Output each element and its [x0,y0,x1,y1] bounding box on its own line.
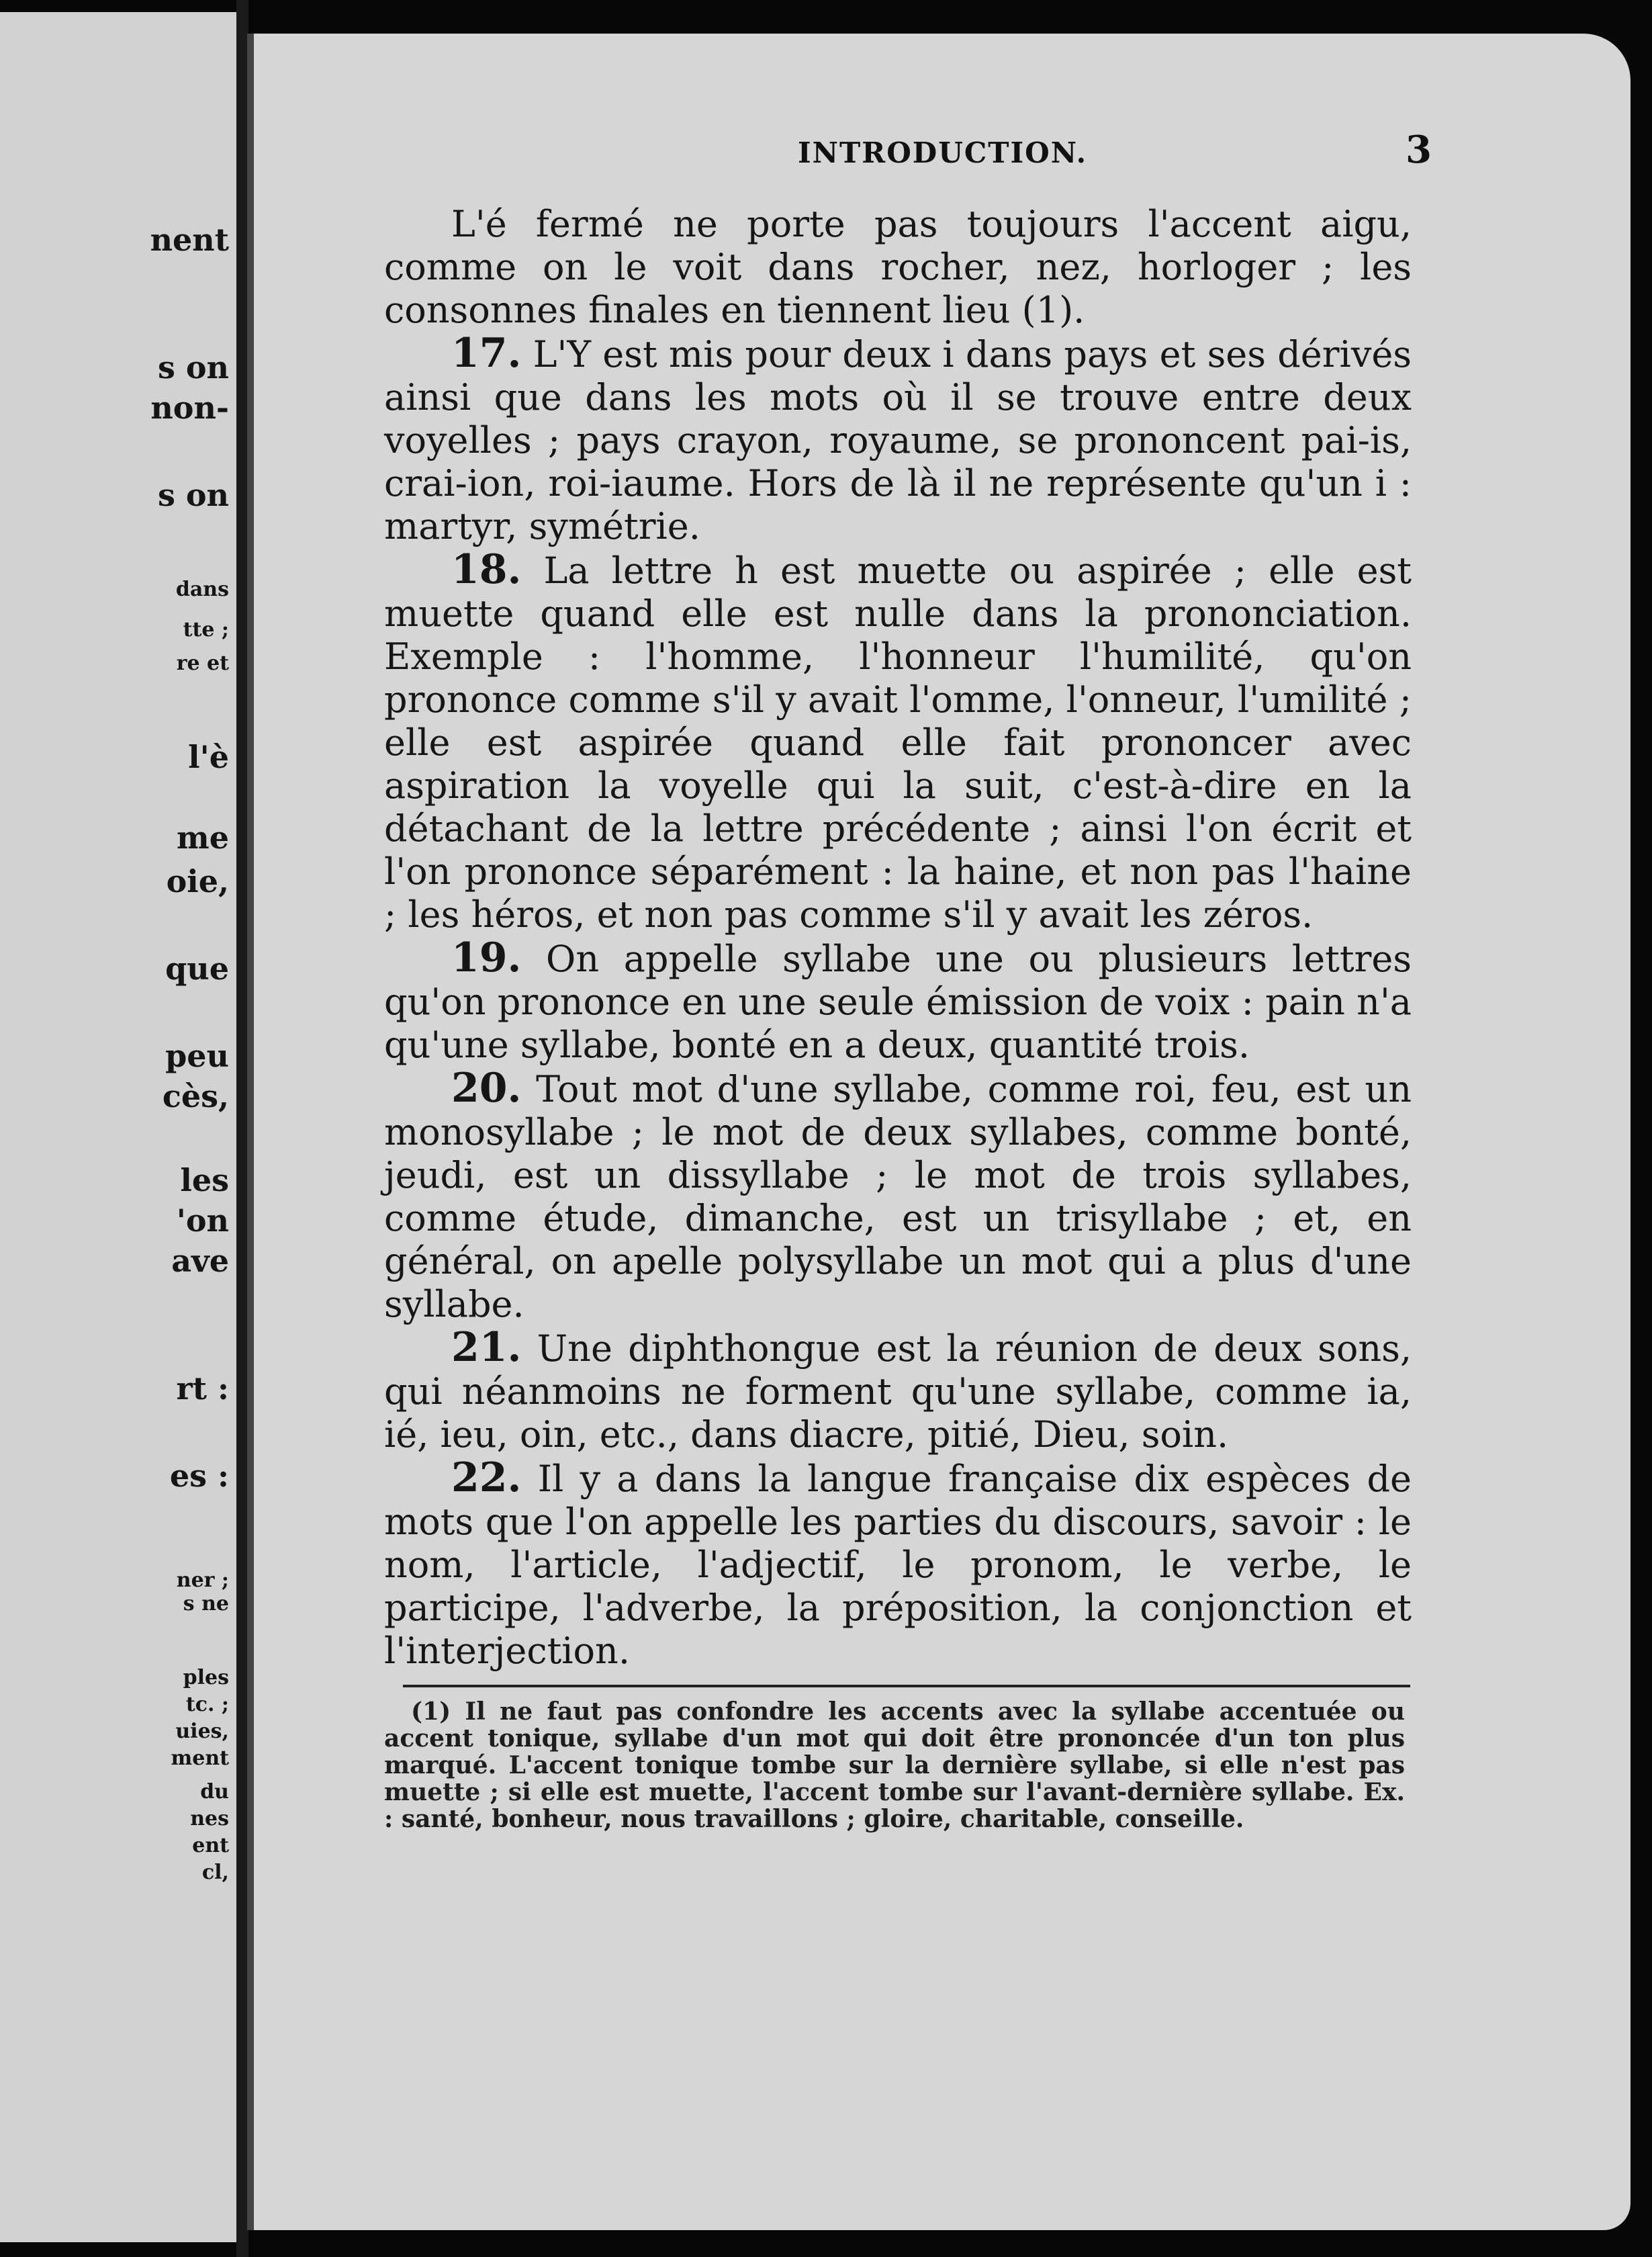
left-page-fragment: que [165,950,229,987]
paragraph-text: L'Y est mis pour deux i dans pays et ses dérivés ainsi que dans les mots où il se trouve entre deux voyelles ; pays crayon, royaume, se prononcent pai-is, crai-ion, roi-iaume. Hors de là il ne représente qu'un i : martyr, symétrie. [384,333,1412,547]
paragraph [384,1326,1412,1456]
running-title: INTRODUCTION. [798,136,1088,169]
left-page-fragment: oie, [166,863,229,899]
paragraph-text: On appelle syllabe une ou plusieurs lettres qu'on prononce en une seule émission de voix : pain n'a qu'une syllabe, bonté en a deux, quantité trois. [384,938,1412,1066]
section-number: 22. [451,1454,522,1501]
left-page-fragment: s on [157,477,229,513]
paragraph-text: Tout mot d'une syllabe, comme roi, feu, est un monosyllabe ; le mot de deux syllabes, comme bonté, jeudi, est un dissyllabe ; le mot de trois syllabes, comme étude, dimanche, est un trisyllabe ; et, en général, on apelle polysyllabe un mot qui a plus d'une syllabe. [384,1068,1412,1325]
left-page-fragment: ment [171,1746,229,1770]
footnote-text: (1) Il ne faut pas confondre les accents avec la syllabe accentuée ou accent tonique, syllabe d'un mot qui doit être prononcée d'un ton plus marqué. L'accent tonique tombe sur la dernière syllabe, si elle n'est pas muette ; si elle est muette, l'accent tombe sur l'avant-dernière syllabe. Ex. : santé, bonheur, nous travaillons ; gloire, charitable, conseille. [384,1697,1405,1833]
section-number: 18. [451,546,522,593]
paragraph [384,1067,1412,1326]
left-page-fragment: uies, [175,1720,229,1743]
section-number: 17. [451,330,522,377]
section-number: 21. [451,1324,522,1371]
body-text [384,202,1412,1673]
left-page-fragment: ent [192,1834,229,1857]
left-page-fragment: rt : [176,1370,229,1407]
footnote-rule [403,1685,1410,1687]
left-page-fragment: tte ; [183,618,229,641]
left-page-edge [0,12,238,2242]
left-page-fragment: me [177,820,229,856]
paragraph [384,202,1412,332]
left-page-fragment: les [180,1162,229,1198]
paragraph-text: La lettre h est muette ou aspirée ; elle est muette quand elle est nulle dans la prononciation. Exemple : l'homme, l'honneur l'humilité, qu'on prononce comme s'il y avait l'omme, l'onneur, l'umilité ; elle est aspirée quand elle fait prononcer avec aspiration la voyelle qui la suit, c'est-à-dire en la détachant de la lettre précédente ; ainsi l'on écrit et l'on prononce séparément : la haine, et non pas l'haine ; les héros, et non pas comme s'il y avait les zéros. [384,549,1412,936]
left-page-fragment: peu [165,1038,229,1074]
paragraph [384,548,1412,936]
left-page-fragment: cès, [162,1078,229,1114]
page-number: 3 [1406,128,1432,172]
left-page-fragment: 'on [176,1202,229,1239]
left-page-fragment: nes [190,1807,229,1830]
left-page-fragment: ave [171,1243,229,1279]
left-page-fragment: ples [183,1666,229,1689]
section-number: 20. [451,1065,522,1112]
left-page-fragment: cl, [201,1861,229,1884]
paragraph [384,1456,1412,1673]
left-page-fragment: re et [176,652,229,675]
left-page-fragment: tc. ; [185,1693,229,1716]
left-page-fragment: l'è [188,739,229,775]
left-page-fragment: nent [150,222,229,258]
paragraph [384,936,1412,1067]
left-page-fragment: s on [157,349,229,386]
left-page-fragment: non- [150,390,229,426]
left-page-fragment: du [200,1780,229,1804]
paragraph-text: L'é fermé ne porte pas toujours l'accent aigu, comme on le voit dans rocher, nez, horloger ; les consonnes finales en tiennent lieu (1). [384,203,1412,331]
paragraph-text: Une diphthongue est la réunion de deux sons, qui néanmoins ne forment qu'une syllabe, comme ia, ié, ieu, oin, etc., dans diacre, pitié, Dieu, soin. [384,1327,1412,1456]
left-page-fragment: s ne [183,1592,229,1616]
section-number: 19. [451,934,522,981]
page-header [545,128,1432,172]
paragraph-text: Il y a dans la langue française dix espèces de mots que l'on appelle les parties du discours, savoir : le nom, l'article, l'adjectif, le pronom, le verbe, le participe, l'adverbe, la préposition, la conjonction et l'interjection. [384,1458,1412,1672]
left-page-fragment: dans [175,578,229,601]
left-page-fragment: es : [169,1458,229,1494]
left-page-fragment: ner ; [176,1568,229,1592]
paragraph [384,332,1412,548]
footnote [384,1698,1405,1832]
